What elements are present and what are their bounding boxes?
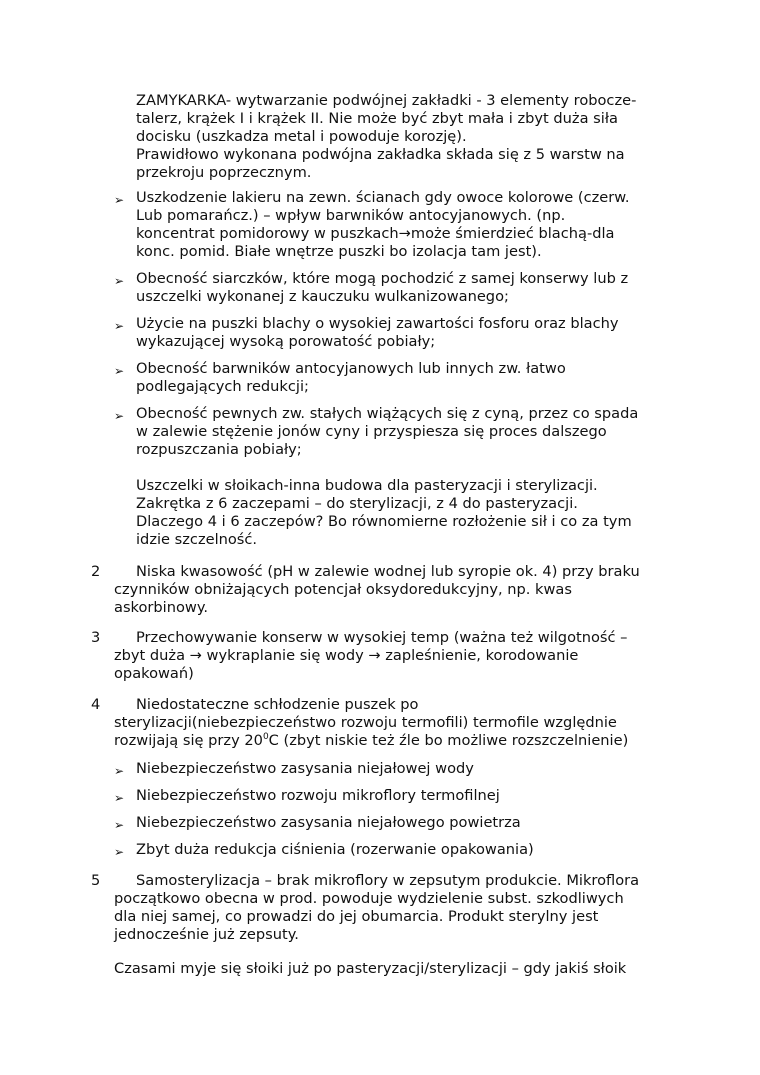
text-line: sterylizacji(niebezpieczeństwo rozwoju termofili) termofile względnie (114, 714, 617, 731)
text-line: Zakrętka z 6 zaczepami – do sterylizacji, z 4 do pasteryzacji. (136, 495, 578, 512)
arrow-bullet-icon: ➢ (114, 818, 125, 832)
text-line: talerz, krążek I i krążek II. Nie może być zbyt mała i zbyt duża siła (136, 110, 618, 127)
arrow-bullet-icon: ➢ (114, 845, 125, 859)
text-line: jednocześnie już zepsuty. (114, 926, 299, 943)
text-line: koncentrat pomidorowy w puszkach→może śmierdzieć blachą-dla (136, 225, 615, 242)
arrow-bullet-icon: ➢ (114, 791, 125, 805)
arrow-bullet-icon: ➢ (114, 364, 125, 378)
list-number: 3 (91, 629, 101, 646)
bullet-item-mikroflora: Niebezpieczeństwo rozwoju mikroflory termofilnej (136, 787, 500, 804)
bullet-item-woda: Niebezpieczeństwo zasysania niejałowej wody (136, 760, 474, 777)
text-line: Uszkodzenie lakieru na zewn. ścianach gdy owoce kolorowe (czerw. (136, 189, 630, 206)
bullet-item-lakier (136, 189, 630, 261)
bullet-item-cisnienie: Zbyt duża redukcja ciśnienia (rozerwanie opakowania) (136, 841, 534, 858)
list-number: 4 (91, 696, 101, 713)
list-item-3 (114, 629, 627, 683)
text-line: Lub pomarańcz.) – wpływ barwników antocyjanowych. (np. (136, 207, 566, 224)
text-fragment: rozwijają się przy 20 (114, 732, 263, 749)
bullet-item-siarczki (136, 270, 628, 306)
bullet-item-cyna (136, 405, 638, 459)
bullet-item-barwniki (136, 360, 566, 396)
text-line: uszczelki wykonanej z kauczuku wulkanizowanego; (136, 288, 509, 305)
text-line: początkowo obecna w prod. powoduje wydzielenie subst. szkodliwych (114, 890, 624, 907)
text-line: askorbinowy. (114, 599, 209, 616)
text-line: Przechowywanie konserw w wysokiej temp (ważna też wilgotność – (136, 629, 628, 646)
arrow-bullet-icon: ➢ (114, 193, 125, 207)
text-line: zbyt duża → wykraplanie się wody → zapleśnienie, korodowanie (114, 647, 579, 664)
text-line: Obecność pewnych zw. stałych wiążących się z cyną, przez co spada (136, 405, 639, 422)
text-line: Dlaczego 4 i 6 zaczepów? Bo równomierne rozłożenie sił i co za tym (136, 513, 632, 530)
arrow-bullet-icon: ➢ (114, 319, 125, 333)
text-line (114, 732, 628, 750)
paragraph-czasami (114, 960, 626, 978)
text-line: Czasami myje się słoiki już po pasteryzacji/sterylizacji – gdy jakiś słoik (114, 960, 627, 977)
text-line: docisku (uszkadza metal i powoduje korozję). (136, 128, 467, 145)
text-line: rozpuszczania pobiały; (136, 441, 302, 458)
arrow-bullet-icon: ➢ (114, 274, 125, 288)
text-line: idzie szczelność. (136, 531, 258, 548)
text-line: wykazującej wysoką porowatość pobiały; (136, 333, 436, 350)
paragraph-uszczelki (136, 477, 632, 549)
list-item-5 (114, 872, 639, 944)
text-line: dla niej samej, co prowadzi do jej obumarcia. Produkt sterylny jest (114, 908, 599, 925)
arrow-bullet-icon: ➢ (114, 409, 125, 423)
list-number: 5 (91, 872, 101, 889)
text-line: Prawidłowo wykonana podwójna zakładka składa się z 5 warstw na (136, 146, 625, 163)
text-line: Obecność siarczków, które mogą pochodzić z samej konserwy lub z (136, 270, 629, 287)
text-line: konc. pomid. Białe wnętrze puszki bo izolacja tam jest). (136, 243, 542, 260)
bullet-item-powietrze: Niebezpieczeństwo zasysania niejałowego powietrza (136, 814, 521, 831)
text-fragment: C (zbyt niskie też źle bo możliwe rozszczelnienie) (268, 732, 629, 749)
text-line: w zalewie stężenie jonów cyny i przyspiesza się proces dalszego (136, 423, 607, 440)
text-line: Uszczelki w słoikach-inna budowa dla pasteryzacji i sterylizacji. (136, 477, 598, 494)
text-line: Niedostateczne schłodzenie puszek po (136, 696, 419, 713)
superscript: 0 (262, 732, 269, 743)
list-item-2 (114, 563, 640, 617)
text-line: podlegających redukcji; (136, 378, 309, 395)
arrow-bullet-icon: ➢ (114, 764, 125, 778)
text-line: opakowań) (114, 665, 194, 682)
text-line: Samosterylizacja – brak mikroflory w zepsutym produkcie. Mikroflora (136, 872, 640, 889)
paragraph-zamykarka (136, 92, 636, 182)
list-item-4 (114, 696, 628, 750)
text-line: ZAMYKARKA- wytwarzanie podwójnej zakładki - 3 elementy robocze- (136, 92, 637, 109)
text-line: Użycie na puszki blachy o wysokiej zawartości fosforu oraz blachy (136, 315, 619, 332)
bullet-item-fosfor (136, 315, 619, 351)
text-line: czynników obniżających potencjał oksydoredukcyjny, np. kwas (114, 581, 572, 598)
text-line: przekroju poprzecznym. (136, 164, 312, 181)
text-line: Niska kwasowość (pH w zalewie wodnej lub syropie ok. 4) przy braku (136, 563, 640, 580)
list-number: 2 (91, 563, 101, 580)
text-line: Obecność barwników antocyjanowych lub innych zw. łatwo (136, 360, 566, 377)
